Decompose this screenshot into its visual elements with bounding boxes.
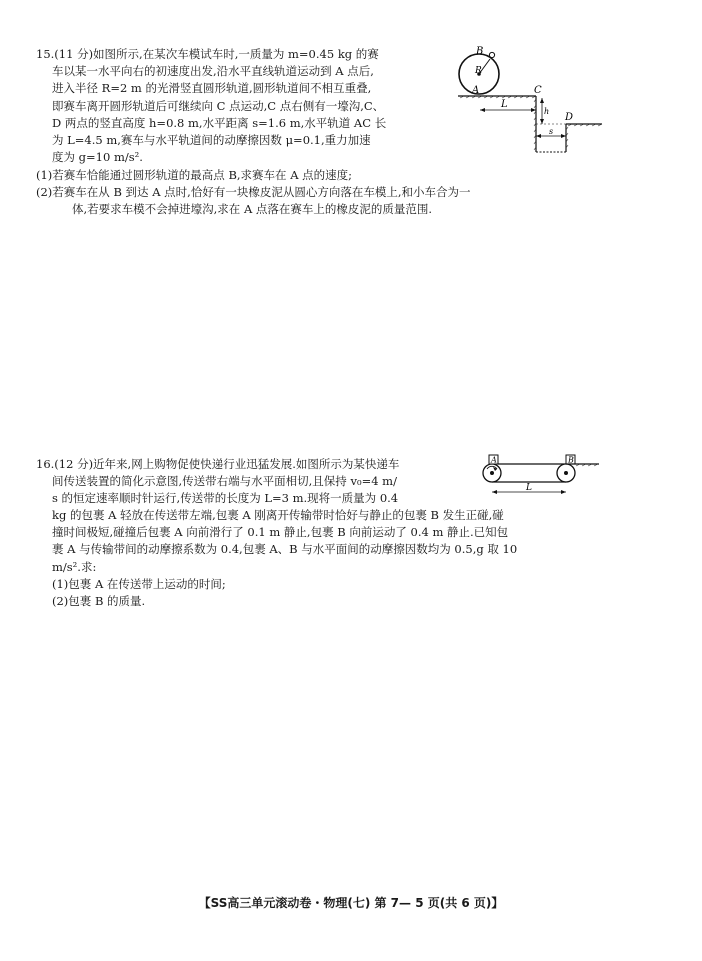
problem-15-line: 即赛车离开圆形轨道后可继续向 C 点运动,C 点右侧有一壕沟,C、 — [52, 98, 385, 113]
problem-16-line: m/s².求: — [52, 559, 97, 574]
problem-16-line: kg 的包裹 A 轻放在传送带左端,包裹 A 刚离开传输带时恰好与静止的包裹 B 发生正碰,碰 — [52, 508, 504, 522]
problem-15-figure — [456, 44, 606, 156]
problem-15-line: 进入半径 R=2 m 的光滑竖直圆形轨道,圆形轨道间不相互重叠, — [52, 81, 372, 96]
problem-16-line: 间传送装置的简化示意图,传送带右端与水平面相切,且保持 v₀=4 m/ — [52, 474, 397, 489]
problem-15-line: 15.(11 分)如图所示,在某次车模试车时,一质量为 m=0.45 kg 的赛 — [36, 47, 379, 61]
problem-15-line: 度为 g=10 m/s². — [52, 150, 143, 165]
label-R: R — [475, 66, 482, 76]
problem-15-question-1: (1)若赛车恰能通过圆形轨道的最高点 B,求赛车在 A 点的速度; — [36, 168, 353, 182]
left-pulley-axle — [490, 471, 494, 475]
right-pulley-axle — [564, 471, 568, 475]
problem-16-line: 裹 A 与传输带间的动摩擦系数为 0.4,包裹 A、B 与水平面间的动摩擦因数均为 0.5,g 取 10 — [52, 542, 518, 557]
problem-15-line: D 两点的竖直高度 h=0.8 m,水平距离 s=1.6 m,水平轨道 AC 长 — [52, 115, 387, 130]
label-h: h — [544, 107, 550, 116]
label-A: A — [491, 455, 497, 465]
problem-16-line: 撞时间极短,碰撞后包裹 A 向前滑行了 0.1 m 静止,包裹 B 向前运动了 0.4 m 静止.已知包 — [52, 525, 509, 540]
problem-15-question-2-cont: 体,若要求车模不会掉进壕沟,求在 A 点落在赛车上的橡皮泥的质量范围. — [72, 202, 433, 216]
problem-15-line: 车以某一水平向右的初速度出发,沿水平直线轨道运动到 A 点后, — [52, 64, 374, 79]
problem-16-line: s 的恒定速率顺时针运行,传送带的长度为 L=3 m.现将一质量为 0.4 — [52, 491, 399, 506]
label-s: s — [549, 127, 554, 136]
problem-16-statement — [36, 456, 482, 508]
problem-16-figure — [478, 452, 600, 504]
problem-15-line: 为 L=4.5 m,赛车与水平轨道间的动摩擦因数 μ=0.1,重力加速 — [52, 133, 371, 148]
label-A: A — [472, 85, 480, 96]
problem-16-question-1: (1)包裹 A 在传送带上运动的时间; — [52, 576, 226, 591]
label-C: C — [534, 85, 542, 96]
problem-15-statement — [36, 46, 454, 166]
label-L: L — [526, 483, 532, 493]
problem-16-question-2: (2)包裹 B 的质量. — [52, 594, 146, 609]
car-at-top — [489, 52, 494, 57]
label-D: D — [565, 112, 574, 123]
problem-15-question-2: (2)若赛车在从 B 到达 A 点时,恰好有一块橡皮泥从圆心方向落在车模上,和小车合为一 — [36, 185, 471, 199]
label-L: L — [501, 99, 508, 110]
label-B: B — [568, 455, 574, 465]
problem-16-statement-cont — [36, 507, 616, 610]
page-footer: 【SS高三单元滚动卷・物理(七) 第 7— 5 页(共 6 页)】 — [198, 896, 504, 910]
label-B: B — [476, 46, 484, 57]
problem-16-line: 16.(12 分)近年来,网上购物促使快递行业迅猛发展.如图所示为某快递车 — [36, 457, 400, 471]
